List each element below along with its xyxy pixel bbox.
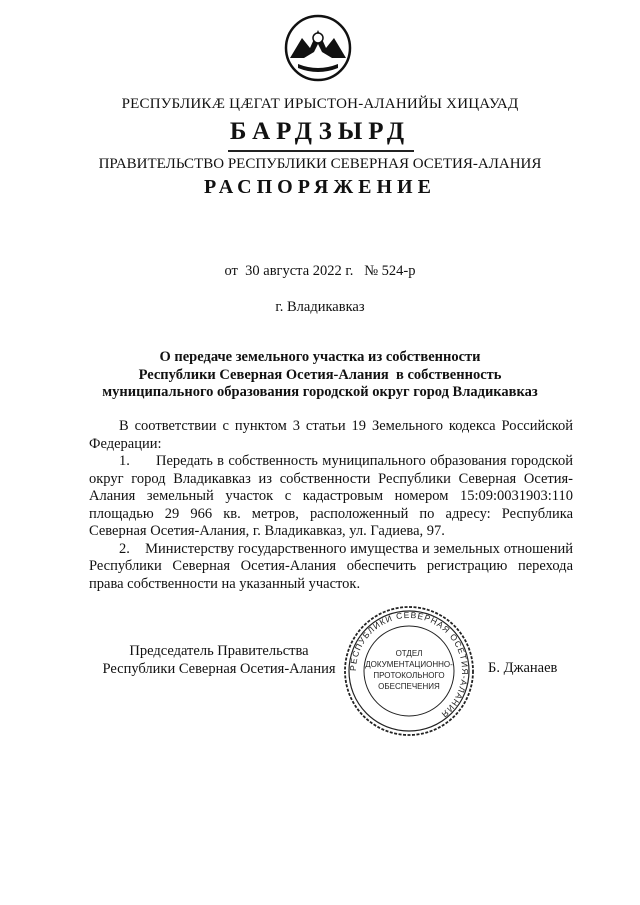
title-line: О передаче земельного участка из собственности	[159, 349, 481, 365]
body-intro: В соответствии с пунктом 3 статьи 19 Земельного кодекса Российской Федерации:	[89, 418, 573, 452]
title-line: Республики Северная Осетия-Алания в собственность	[138, 366, 502, 383]
header-ossetian-title: БАРДЗЫРД	[229, 118, 411, 145]
stamp-inner-line: ОБЕСПЕЧЕНИЯ	[378, 682, 440, 691]
signatory-position	[89, 642, 349, 678]
signatory-name: Б. Джанаев	[488, 660, 558, 676]
header-divider	[228, 150, 414, 152]
header-ossetian-line: РЕСПУБЛИКӔ ЦӔГАТ ИРЫСТОН-АЛАНИЙЫ ХИЦАУАД	[121, 96, 519, 112]
coat-of-arms-icon	[284, 14, 352, 82]
official-seal-icon	[342, 604, 476, 738]
position-line: Республики Северная Осетия-Алания	[102, 661, 336, 677]
stamp-inner-line: ОТДЕЛ	[395, 649, 423, 658]
body-item-2: 2. Министерству государственного имущества и земельных отношений Республики Северная Осетия-Алания обеспечить регистрацию перехода права собственности на указанный участок.	[89, 540, 577, 592]
stamp-inner-line: ПРОТОКОЛЬНОГО	[373, 671, 445, 680]
header-russian-title: РАСПОРЯЖЕНИЕ	[204, 176, 436, 198]
body-item-1: 1. Передать в собственность муниципального образования городской округ город Владикавказ из собственности Республики Северная Осетия-Алания земельный участок с кадастровым номером 15:09:0031903:110 площадью 29 966 кв. метров, расположенный по адресу: Республика Северная Осетия-Алания, г. Владикавказ, ул. Гадиева, 97.	[89, 453, 577, 539]
document-title	[0, 349, 640, 402]
document-date: от 30 августа 2022 г. № 524-р	[224, 263, 416, 279]
header-russian-line: ПРАВИТЕЛЬСТВО РЕСПУБЛИКИ СЕВЕРНАЯ ОСЕТИЯ-АЛАНИЯ	[98, 156, 542, 172]
stamp-inner-line: ДОКУМЕНТАЦИОННО-	[365, 660, 453, 669]
document-city: г. Владикавказ	[275, 299, 365, 315]
document-body	[89, 418, 577, 593]
title-line: муниципального образования городской округ город Владикавказ	[102, 384, 538, 400]
stamp-ring-text: РЕСПУБЛИКИ СЕВЕРНАЯ ОСЕТИЯ-АЛАНИЯ	[347, 609, 471, 721]
position-line: Председатель Правительства	[129, 643, 309, 659]
